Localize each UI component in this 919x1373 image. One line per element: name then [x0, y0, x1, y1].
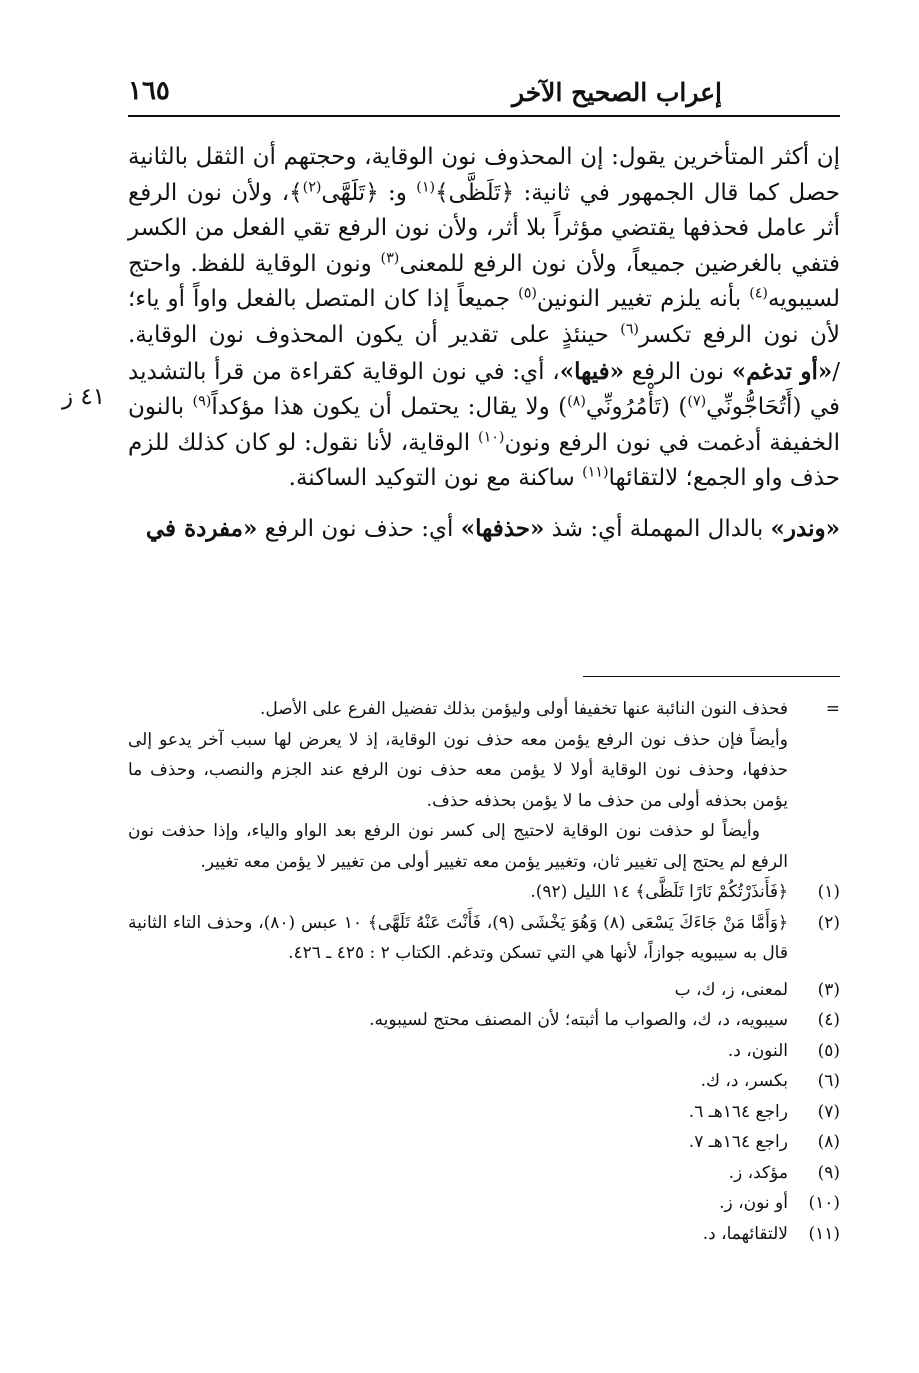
quoted-matn: «أو تدغم»	[731, 357, 833, 385]
footnote-number: (١٠)	[808, 1193, 840, 1213]
footnote-item	[128, 1066, 840, 1097]
quoted-matn: «مفردة في	[145, 514, 258, 542]
footnote-number: (٩)	[817, 1162, 840, 1183]
footnote-number: (٣)	[817, 979, 840, 1000]
footnote-number: (٤)	[817, 1010, 840, 1030]
footnotes	[128, 694, 840, 1249]
footnote-text: بكسر، د، ك.	[700, 1071, 788, 1091]
footnote-text: فحذف النون النائبة عنها تخفيفا أولى وليؤمن بذلك تفضيل الفرع على الأصل.	[259, 699, 788, 719]
footnote-text: ﴿وَأَمَّا مَنْ جَاءَكَ يَسْعَى (٨) وَهُوَ يَخْشَى (٩)، فَأَنْتَ عَنْهُ تَلَهَّى﴾ ١٠ عبس (٨٠)، وحذف التاء الثانية قال به سيبويه جوازاً، لأنها هي التي تسكن وتدغم. الكتاب ٢ : ٤٢٥ ـ ٤٢٦.	[128, 912, 788, 963]
text-run: الوقاية، لأنا نقول: لو كان كذلك للزم حذف واو الجمع؛ لالتقائها	[128, 429, 840, 492]
footnote-item	[128, 1005, 840, 1036]
footnote-item	[128, 877, 840, 908]
footnote-text: مؤكد، ز.	[728, 1162, 788, 1183]
running-header	[128, 72, 840, 114]
footnote-item	[128, 1158, 840, 1189]
paragraph	[128, 511, 840, 548]
text-run: بالنون الخفيفة أدغمت في نون الرفع ونون	[128, 394, 841, 456]
footnote-number: (٧)	[817, 1101, 840, 1122]
footnote-continuation-paragraph: وأيضاً لو حذفت نون الوقاية لاحتيج إلى كسر نون الرفع بعد الواو والياء، وإذا حذفت نون الرفع لم يحتج إلى تغيير ثان، وتغيير يؤمن معه تغيير أولى من تغيير لا يؤمن معه تغيير.	[128, 821, 788, 872]
footnote-item	[128, 1097, 840, 1128]
footnote-list	[128, 877, 840, 1249]
footnote-item	[128, 975, 840, 1006]
text-run: ﴿تَلَهَّى	[321, 179, 379, 206]
footnote-text: سيبويه، د، ك، والصواب ما أثبته؛ لأن المصنف محتج لسيبويه.	[369, 1010, 788, 1030]
footnote-text: النون، د.	[727, 1040, 788, 1061]
header-rule	[128, 115, 840, 117]
main-text	[128, 140, 840, 548]
footnote-ref: (١٠)	[478, 429, 505, 446]
footnote-ref: (٧)	[687, 393, 707, 410]
footnote-ref: (٤)	[749, 285, 768, 302]
footnote-text: راجع ١٦٤هـ ٦.	[688, 1101, 788, 1122]
page-number: ١٦٥	[128, 76, 170, 106]
footnote-number: (١)	[817, 882, 840, 902]
footnote-number: (٦)	[817, 1071, 840, 1091]
footnote-text: أو نون، ز.	[719, 1193, 788, 1213]
footnote-ref: (١)	[416, 178, 436, 195]
footnote-number: (٥)	[817, 1040, 840, 1061]
text-run: ) (تَأْمُرُونِّي	[585, 394, 688, 421]
manuscript-folio-marker: ٤١ ز	[62, 384, 106, 410]
footnote-item	[128, 1188, 840, 1219]
footnote-item	[128, 1219, 840, 1250]
footnote-text: راجع ١٦٤هـ ٧.	[688, 1132, 788, 1152]
text-run: ونون الوقاية للفظ. واحتج لسيبويه	[128, 250, 840, 313]
footnote-ref: (٦)	[620, 321, 639, 338]
text-run: بالدال المهملة أي: شذ	[544, 515, 771, 542]
footnote-ref: (١١)	[582, 464, 609, 481]
paragraph	[128, 140, 840, 497]
quoted-matn: «وندر»	[770, 514, 840, 542]
footnote-ref: (٥)	[518, 285, 537, 302]
footnote-continuation-paragraph: وأيضاً فإن حذف نون الرفع يؤمن معه حذف نون الوقاية، إذ لا يعرض لها سبب آخر يدعو إلى حذفها، وحذف نون الوقاية أولا لا يؤمن معه حذف نون الرفع عند الجزم والنصب، وحذف ما يؤمن بحذفه أولى من حذف ما لا يؤمن بحذفه حذف.	[128, 729, 788, 811]
continuation-marker: =	[825, 699, 840, 719]
text-run: و:	[378, 179, 417, 206]
footnote-ref: (٨)	[567, 393, 586, 410]
text-run: (أَتُحَاجُّونِّي	[706, 394, 802, 421]
footnote-number: (٨)	[817, 1132, 840, 1152]
footnote-text: لالتقائهما، د.	[702, 1223, 788, 1244]
text-run: ﴿تَلَظَّى﴾	[435, 179, 515, 206]
footnote-number: (٢)	[817, 912, 840, 933]
text-run: نون الرفع	[624, 358, 732, 385]
footnote-text: لمعنى، ز، ك، ب	[674, 979, 788, 1000]
text-run: حينئذٍ على تقدير أن يكون المحذوف نون الوقاية. /	[128, 321, 840, 385]
footnote-item	[128, 908, 840, 969]
footnote-text: ﴿فَأَنذَرْتُكُمْ نَارًا تَلَظَّى﴾ ١٤ الليل (٩٢).	[530, 882, 788, 902]
text-run: ساكنة مع نون التوكيد الساكنة.	[288, 465, 583, 492]
quoted-matn: «حذفها»	[460, 514, 545, 542]
chapter-title: إعراب الصحيح الآخر	[511, 78, 722, 107]
text-run: بأنه يلزم تغيير النونين	[536, 286, 750, 313]
footnote-number: (١١)	[808, 1223, 840, 1244]
text-run: ﴾، ولأن نون الرفع أثر عامل فحذفها يقتضي مؤثراً بلا أثر، ولأن نون الرفع تقي الفعل من الكسر فتفي بالغرضين جميعاً، ولأن نون الرفع للمعنى	[128, 179, 840, 277]
footnote-separator	[583, 676, 840, 677]
footnote-ref: (٣)	[380, 250, 400, 267]
footnote-item	[128, 1127, 840, 1158]
footnote-continuation	[128, 694, 840, 725]
footnote-item	[128, 1036, 840, 1067]
text-run: أي: حذف نون الرفع	[257, 515, 461, 542]
text-run: إن أكثر المتأخرين يقول: إن المحذوف نون الوقاية، وحجتهم أن الثقل بالثانية حصل كما قال الجمهور في ثانية:	[128, 144, 841, 206]
quoted-matn: «فيها»	[559, 357, 625, 385]
text-run: ) ولا يقال: يحتمل أن يكون هذا مؤكداً	[211, 394, 568, 421]
footnote-ref: (٩)	[192, 393, 212, 410]
text-run: جميعاً إذا كان المتصل بالفعل واواً أو ياء؛ لأن نون الرفع تكسر	[128, 286, 840, 348]
footnote-ref: (٢)	[302, 178, 322, 195]
text-run: ، أي: في نون الوقاية كقراءة من قرأ بالتشديد في	[128, 358, 840, 421]
